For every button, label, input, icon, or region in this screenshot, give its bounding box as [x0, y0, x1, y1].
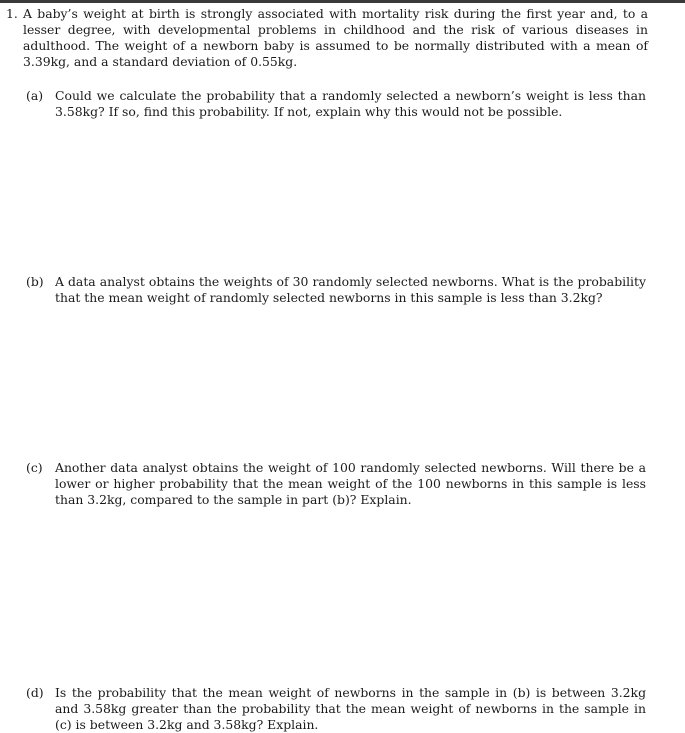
part-a-text: Could we calculate the probability that a randomly selected a newborn’s weight is less than 3.58kg? If so, find this probability. If not, explain why this would not be possible. [55, 88, 646, 119]
part-d-label: (d) [26, 685, 44, 700]
part-b-label: (b) [26, 274, 44, 289]
part-d-text: Is the probability that the mean weight of newborns in the sample in (b) is between 3.2kg and 3.58kg greater than the probability that the mean weight of newborns in the sample in (c) is between 3.2kg and 3.58kg? Explain. [55, 685, 646, 732]
part-b-text: A data analyst obtains the weights of 30 randomly selected newborns. What is the probability that the mean weight of randomly selected newborns in this sample is less than 3.2kg? [55, 274, 646, 305]
part-c [26, 460, 646, 508]
part-d [26, 685, 646, 733]
question-number: 1. [6, 6, 18, 21]
part-b [26, 274, 646, 306]
part-c-text: Another data analyst obtains the weight of 100 randomly selected newborns. Will there be a lower or higher probability that the mean weight of the 100 newborns in this sample is less than 3.2kg, compared to the sample in part (b)? Explain. [55, 460, 646, 507]
question-1 [6, 6, 648, 70]
top-rule [0, 0, 685, 3]
part-a [26, 88, 646, 120]
part-c-label: (c) [26, 460, 43, 475]
question-intro: A baby’s weight at birth is strongly associated with mortality risk during the first year and, to a lesser degree, with developmental problems in childhood and the risk of various diseases in adulthood. The weight of a newborn baby is assumed to be normally distributed with a mean of 3.39kg, and a standard deviation of 0.55kg. [23, 6, 648, 69]
part-a-label: (a) [26, 88, 44, 103]
